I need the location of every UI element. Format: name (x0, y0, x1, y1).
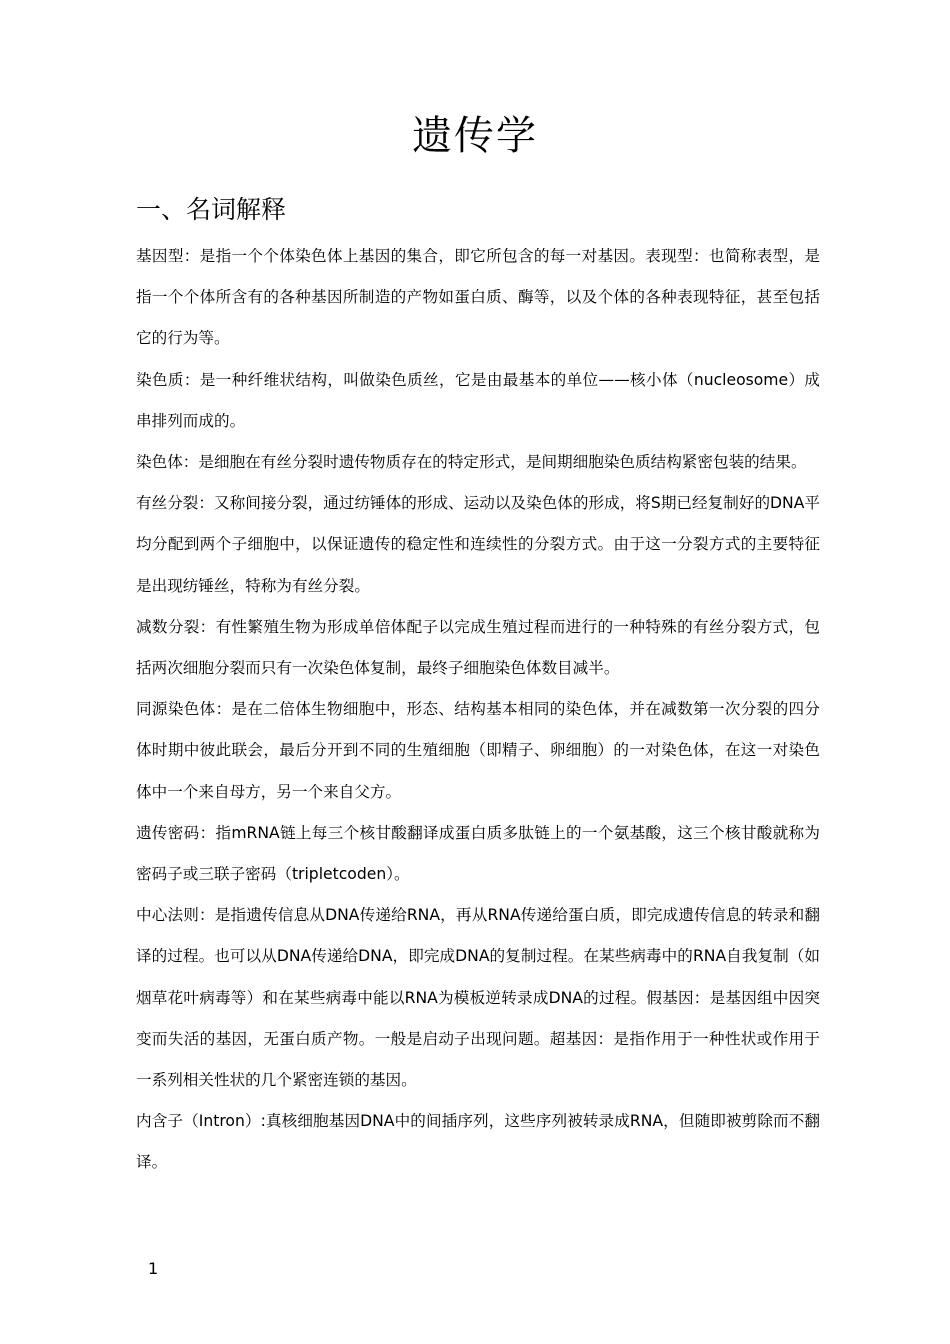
paragraph-genetic-code: 遗传密码：指mRNA链上每三个核甘酸翻译成蛋白质多肽链上的一个氨基酸，这三个核甘酸就称为密码子或三联子密码（tripletcoden）。 (136, 823, 820, 884)
document-title: 遗传学 (412, 113, 538, 159)
paragraph-chromosome: 染色体：是细胞在有丝分裂时遗传物质存在的特定形式，是间期细胞染色质结构紧密包装的结果。 (136, 453, 807, 472)
document-body (136, 236, 820, 1184)
paragraph-genotype-phenotype: 基因型：是指一个个体染色体上基因的集合，即它所包含的每一对基因。表现型：也简称表型，是指一个个体所含有的各种基因所制造的产物如蛋白质、酶等，以及个体的各种表现特征，甚至包括它的行为等。 (136, 247, 820, 348)
paragraph-mitosis: 有丝分裂：又称间接分裂，通过纺锤体的形成、运动以及染色体的形成，将S期已经复制好的DNA平均分配到两个子细胞中，以保证遗传的稳定性和连续性的分裂方式。由于这一分裂方式的主要特征是出现纺锤丝，特称为有丝分裂。 (136, 494, 820, 595)
paragraph-chromatin: 染色质：是一种纤维状结构，叫做染色质丝，它是由最基本的单位——核小体（nucleosome）成串排列而成的。 (136, 370, 820, 430)
section-heading: 一、名词解释 (136, 195, 287, 224)
paragraph-intron: 内含子（Intron）:真核细胞基因DNA中的间插序列，这些序列被转录成RNA，但随即被剪除而不翻译。 (136, 1112, 820, 1172)
paragraph-homologous-chromosomes: 同源染色体：是在二倍体生物细胞中，形态、结构基本相同的染色体，并在减数第一次分裂的四分体时期中彼此联会，最后分开到不同的生殖细胞（即精子、卵细胞）的一对染色体，在这一对染色体中一个来自母方，另一个来自父方。 (136, 700, 820, 801)
page-number: 1 (148, 1259, 159, 1278)
paragraph-central-dogma: 中心法则：是指遗传信息从DNA传递给RNA，再从RNA传递给蛋白质，即完成遗传信息的转录和翻译的过程。也可以从DNA传递给DNA，即完成DNA的复制过程。在某些病毒中的RNA自我复制（如烟草花叶病毒等）和在某些病毒中能以RNA为模板逆转录成DNA的过程。假基因：是基因组中因突变而失活的基因，无蛋白质产物。一般是启动子出现问题。超基因：是指作用于一种性状或作用于一系列相关性状的几个紧密连锁的基因。 (136, 906, 820, 1090)
paragraph-meiosis: 减数分裂：有性繁殖生物为形成单倍体配子以完成生殖过程而进行的一种特殊的有丝分裂方式，包括两次细胞分裂而只有一次染色体复制，最终子细胞染色体数目减半。 (136, 617, 820, 678)
